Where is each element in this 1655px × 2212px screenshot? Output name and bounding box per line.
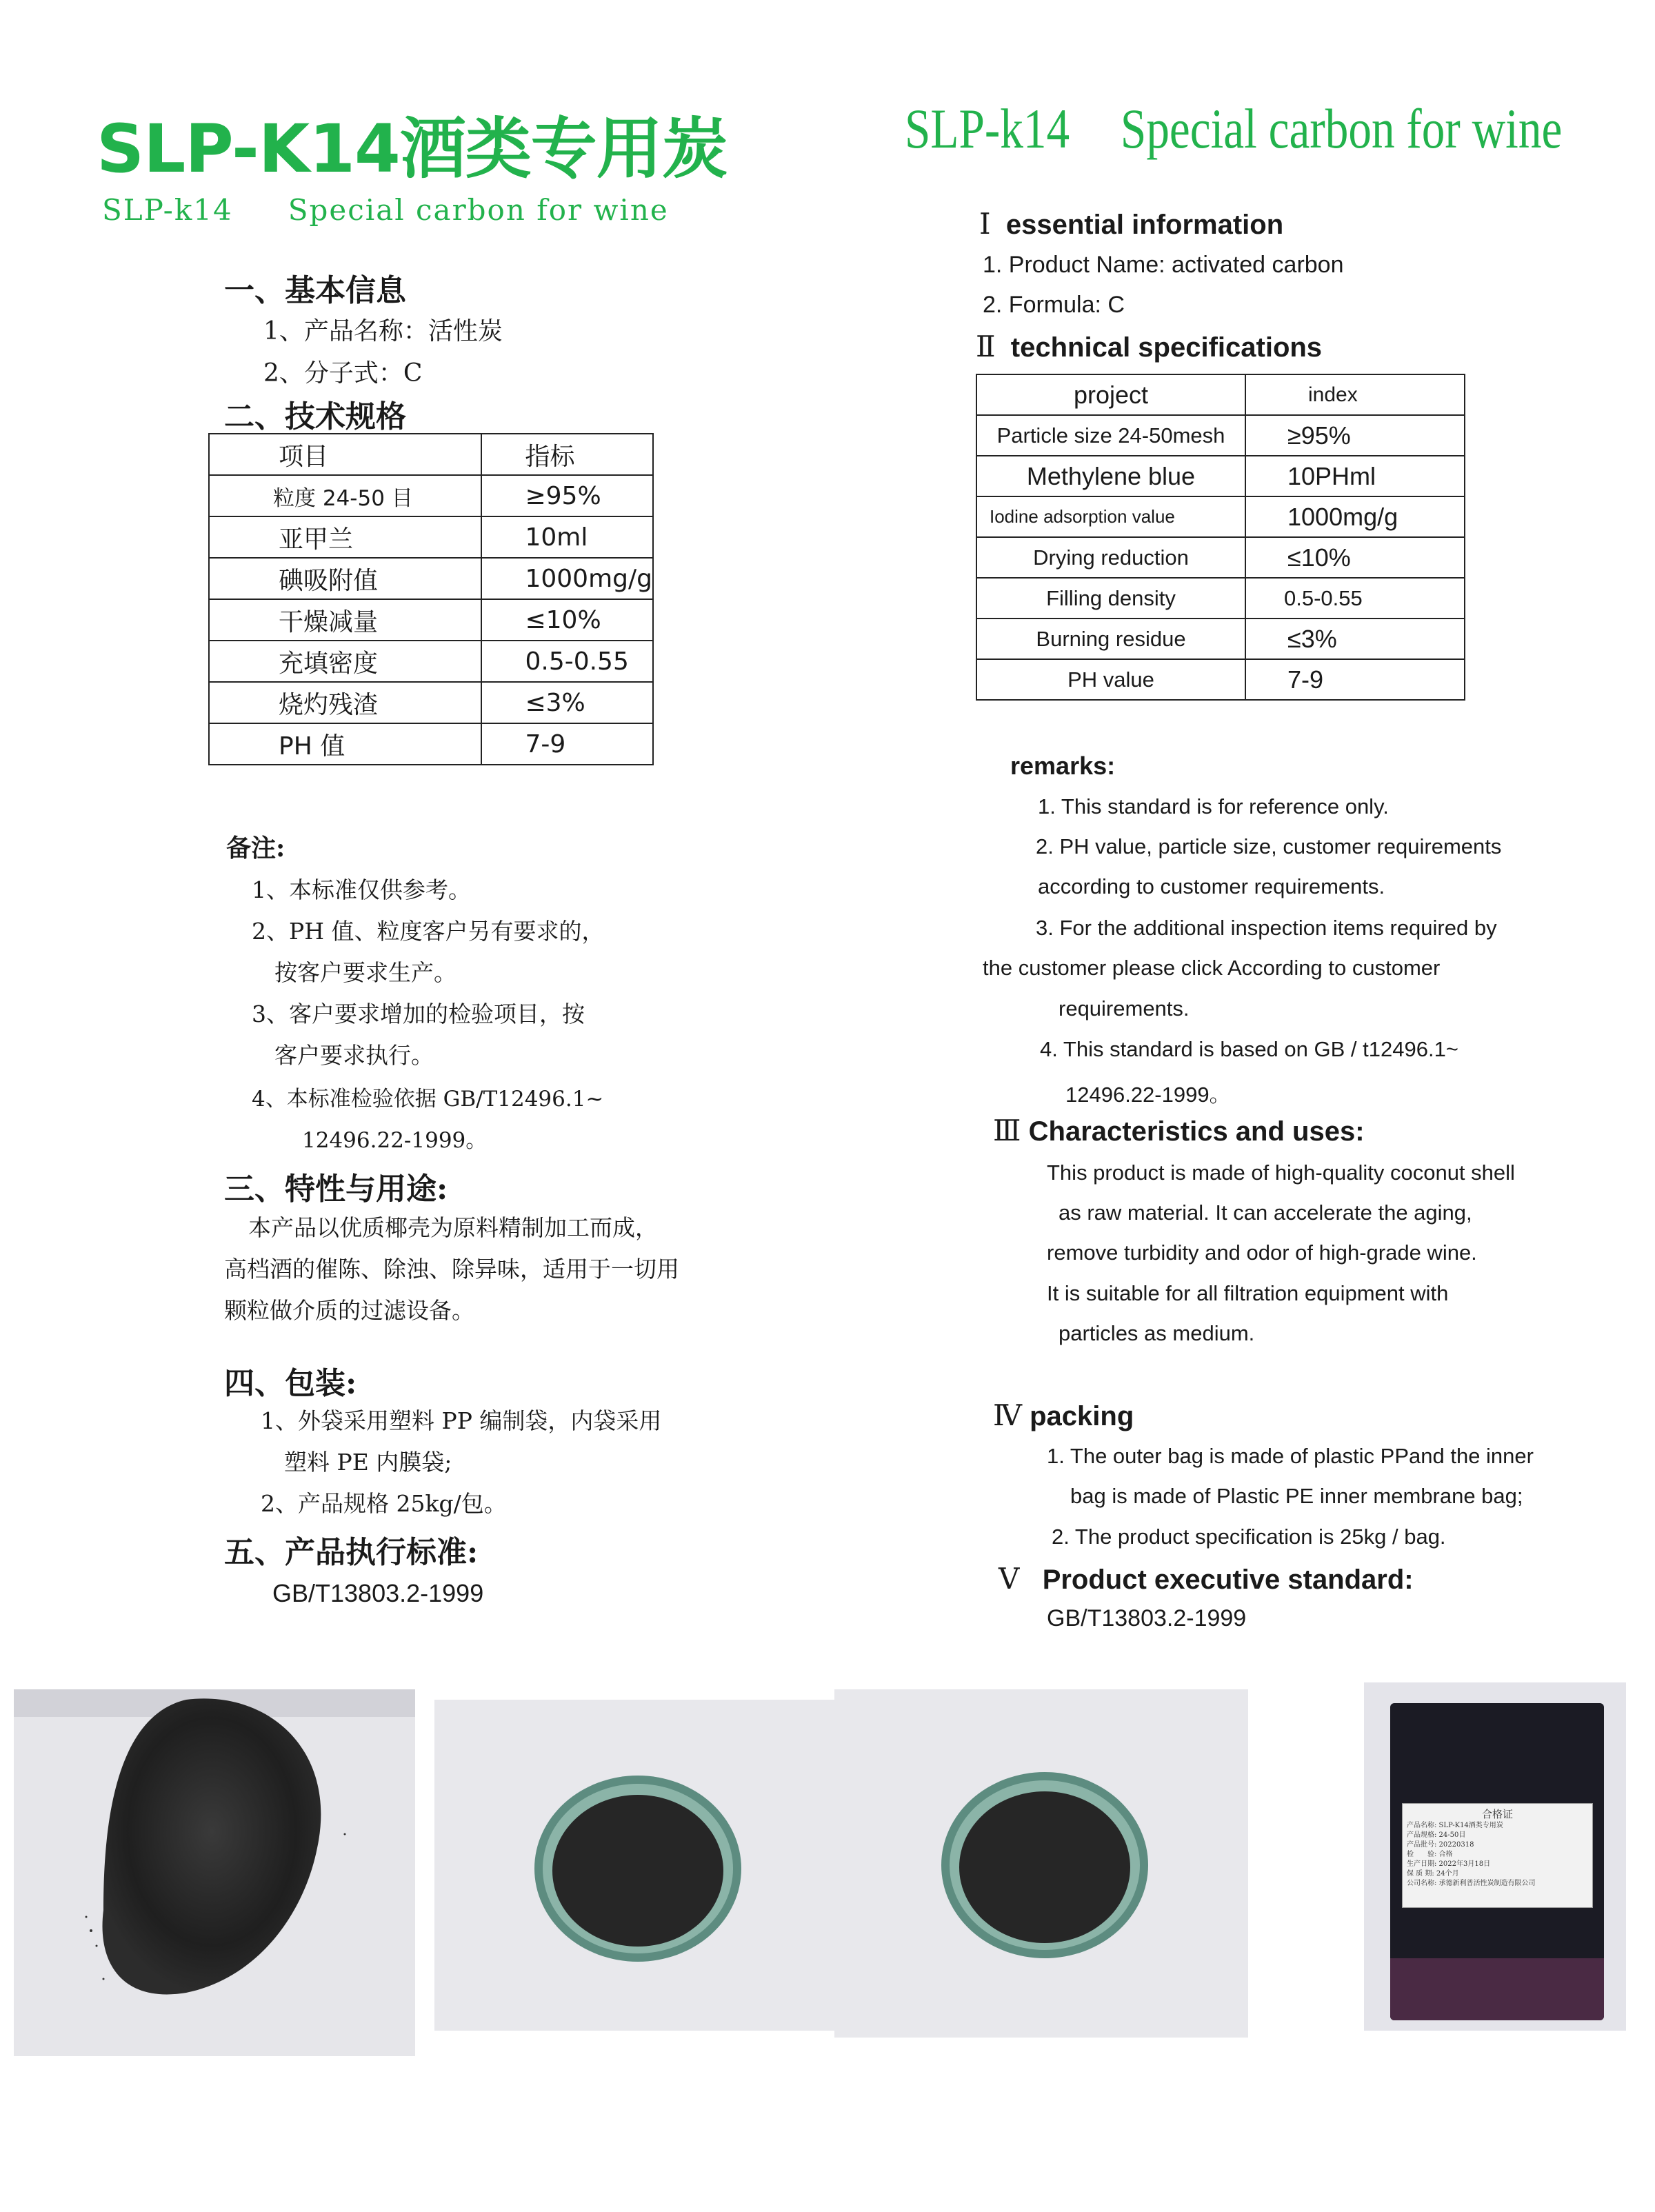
cn-notes-title: 备注: (226, 834, 285, 863)
table-cell: 10ml (481, 516, 653, 558)
en-remark-2-cont: according to customer requirements. (1038, 874, 1385, 898)
certificate-line: 保 质 期: 24个月 (1407, 1870, 1459, 1878)
en-section-packing (993, 1398, 1134, 1432)
certificate-lines (1403, 1821, 1592, 1889)
table-cell: 烧灼残渣 (209, 682, 481, 723)
table-row (209, 641, 653, 682)
table-cell: Drying reduction (976, 537, 1245, 578)
certificate-line: 产品规格: 24-50目 (1407, 1831, 1466, 1839)
carbon-pile-photo (14, 1689, 415, 2056)
cn-standard-code: GB/T13803.2-1999 (272, 1579, 484, 1607)
packaged-product-photo (1364, 1682, 1626, 2031)
cn-characteristics-line-1: 本产品以优质椰壳为原料精制加工而成， (248, 1214, 658, 1241)
en-characteristics-line-5: particles as medium. (1059, 1321, 1255, 1345)
en-section-label: Product executive standard: (1042, 1565, 1414, 1595)
roman-numeral: Ⅱ (976, 330, 996, 363)
table-row (209, 475, 653, 516)
table-cell: 0.5-0.55 (1245, 578, 1465, 619)
table-cell: Methylene blue (976, 456, 1245, 496)
cn-characteristics-line-2: 高档酒的催陈、除浊、除异味，适用于一切用 (224, 1256, 679, 1283)
table-row (209, 682, 653, 723)
en-remarks-title: remarks: (1010, 752, 1116, 780)
en-remark-4-cont: 12496.22-1999。 (1065, 1083, 1231, 1107)
roman-numeral: Ⅰ (979, 207, 991, 241)
cn-note-2: 2、PH 值、粒度客户另有要求的， (252, 918, 605, 945)
table-cell: 指标 (481, 434, 653, 475)
en-spec-table (976, 374, 1465, 701)
cn-section-basic-info: 一、基本信息 (224, 273, 406, 308)
page-title-cn: SLP-K14酒类专用炭 (97, 110, 728, 188)
cn-note-2-cont: 按客户要求生产。 (274, 959, 457, 986)
en-remark-2: 2. PH value, particle size, customer requirements (1036, 834, 1502, 858)
en-section-characteristics (993, 1114, 1365, 1147)
table-cell: 充填密度 (209, 641, 481, 682)
en-characteristics-line-4: It is suitable for all filtration equipment with (1047, 1281, 1449, 1305)
cn-section-characteristics: 三、特性与用途: (224, 1172, 448, 1207)
certificate-title: 合格证 (1481, 1808, 1513, 1820)
cn-formula: 2、分子式：C (263, 359, 423, 388)
en-remark-3-cont: the customer please click According to customer (983, 956, 1441, 980)
table-cell: 粒度 24-50 目 (209, 475, 481, 516)
table-cell: ≤3% (481, 682, 653, 723)
table-row (976, 496, 1465, 537)
en-packing-1: 1. The outer bag is made of plastic PPand the inner (1047, 1444, 1534, 1468)
en-packing-2: 2. The product specification is 25kg / bag. (1052, 1525, 1446, 1549)
en-remark-3-cont-2: requirements. (1059, 996, 1190, 1020)
en-section-label: technical specifications (1010, 332, 1323, 363)
table-cell: PH 值 (209, 723, 481, 765)
table-row (209, 723, 653, 765)
cn-packing-2: 2、产品规格 25kg/包。 (261, 1490, 507, 1517)
table-cell: ≥95% (1245, 415, 1465, 456)
cn-characteristics-line-3: 颗粒做介质的过滤设备。 (224, 1297, 474, 1324)
cn-packing-1: 1、外袋采用塑料 PP 编制袋，内袋采用 (261, 1407, 662, 1434)
cn-note-4: 4、本标准检验依据 GB/T12496.1~ (252, 1087, 604, 1112)
cn-note-4-cont: 12496.22-1999。 (302, 1128, 488, 1153)
en-section-tech-spec (976, 330, 1322, 363)
certificate-line: 公司名称: 承德新利普活性炭制造有限公司 (1407, 1880, 1536, 1887)
roman-numeral: Ⅲ (993, 1114, 1021, 1147)
en-product-name: 1. Product Name: activated carbon (983, 252, 1344, 278)
table-cell: 1000mg/g (1245, 496, 1465, 537)
table-cell: 7-9 (481, 723, 653, 765)
cn-note-3-cont: 客户要求执行。 (274, 1042, 434, 1069)
subtitle-en-left (102, 193, 669, 227)
certificate-label (1402, 1803, 1593, 1908)
table-cell: ≥95% (481, 475, 653, 516)
en-packing-1-cont: bag is made of Plastic PE inner membrane bag; (1070, 1484, 1523, 1508)
table-row (209, 516, 653, 558)
table-row (209, 558, 653, 599)
table-row (976, 415, 1465, 456)
table-cell: Particle size 24-50mesh (976, 415, 1245, 456)
table-cell: 0.5-0.55 (481, 641, 653, 682)
carbon-dish-photo-1 (434, 1700, 834, 2031)
cn-note-1: 1、本标准仅供参考。 (252, 876, 471, 903)
cn-section-tech-spec: 二、技术规格 (224, 399, 406, 434)
en-remark-1: 1. This standard is for reference only. (1038, 794, 1389, 818)
roman-numeral: Ⅴ (999, 1562, 1020, 1596)
subtitle-name: Special carbon for wine (288, 193, 669, 227)
table-cell: project (976, 374, 1245, 415)
certificate-line: 产品名称: SLP-K14酒类专用炭 (1407, 1822, 1503, 1829)
certificate-line: 产品批号: 20220318 (1407, 1841, 1474, 1849)
table-cell: 1000mg/g (481, 558, 653, 599)
table-row (976, 619, 1465, 659)
table-row (976, 374, 1465, 415)
title-en-code: SLP-k14 (905, 97, 1070, 160)
cn-section-packing: 四、包装: (224, 1366, 357, 1401)
cn-product-name: 1、产品名称：活性炭 (263, 317, 503, 345)
en-section-label: essential information (1005, 210, 1284, 240)
en-characteristics-line-2: as raw material. It can accelerate the aging, (1059, 1200, 1472, 1225)
table-cell: Iodine adsorption value (976, 496, 1245, 537)
subtitle-code: SLP-k14 (102, 193, 233, 227)
certificate-line: 生产日期: 2022年3月18日 (1407, 1860, 1491, 1868)
table-cell: 干燥减量 (209, 599, 481, 641)
table-cell: ≤10% (481, 599, 653, 641)
en-characteristics-line-3: remove turbidity and odor of high-grade wine. (1047, 1240, 1477, 1265)
table-cell: ≤10% (1245, 537, 1465, 578)
cn-note-3: 3、客户要求增加的检验项目，按 (252, 1001, 585, 1027)
en-section-essential-info (979, 207, 1283, 241)
table-cell: 碘吸附值 (209, 558, 481, 599)
table-cell: Filling density (976, 578, 1245, 619)
table-row (976, 456, 1465, 496)
table-row (976, 537, 1465, 578)
certificate-line: 检 验: 合格 (1407, 1851, 1453, 1858)
cn-section-standard: 五、产品执行标准: (224, 1535, 479, 1570)
roman-numeral: Ⅳ (993, 1398, 1022, 1432)
carbon-dish-photo-2 (834, 1689, 1248, 2038)
en-section-standard (999, 1562, 1414, 1596)
table-row (209, 599, 653, 641)
cn-spec-table (208, 433, 654, 765)
en-section-label: packing (1030, 1401, 1134, 1431)
table-cell: index (1245, 374, 1465, 415)
en-characteristics-line-1: This product is made of high-quality coconut shell (1047, 1160, 1515, 1185)
en-formula: 2. Formula: C (983, 292, 1125, 318)
table-row (209, 434, 653, 475)
en-standard-code: GB/T13803.2-1999 (1047, 1605, 1247, 1631)
table-cell: 7-9 (1245, 659, 1465, 700)
title-en-name: Special carbon for wine (1120, 97, 1563, 160)
product-bag-bottom (1390, 1958, 1604, 2020)
table-cell: 项目 (209, 434, 481, 475)
table-row (976, 659, 1465, 700)
en-remark-3: 3. For the additional inspection items required by (1036, 916, 1497, 940)
table-cell: PH value (976, 659, 1245, 700)
table-cell: ≤3% (1245, 619, 1465, 659)
en-remark-4: 4. This standard is based on GB / t12496.1~ (1040, 1037, 1458, 1061)
page-title-en (905, 97, 1562, 161)
table-row (976, 578, 1465, 619)
table-cell: 10PHml (1245, 456, 1465, 496)
table-cell: 亚甲兰 (209, 516, 481, 558)
table-cell: Burning residue (976, 619, 1245, 659)
en-section-label: Characteristics and uses: (1028, 1116, 1365, 1147)
cn-packing-1-cont: 塑料 PE 内膜袋; (284, 1449, 452, 1476)
